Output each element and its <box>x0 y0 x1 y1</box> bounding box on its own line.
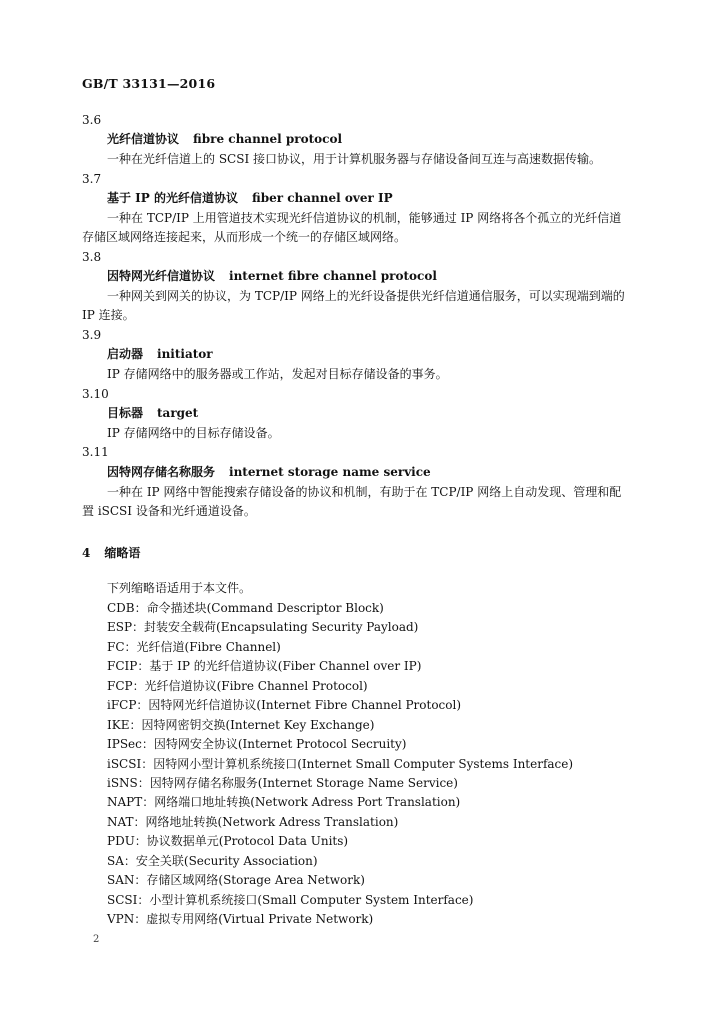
term-definition-line: IP 存储网络中的服务器或工作站，发起对目标存储设备的事务。 <box>107 367 448 381</box>
abbreviation-item: IKE：因特网密钥交换(Internet Key Exchange) <box>107 717 375 732</box>
term-zh: 光纤信道协议 <box>107 132 180 146</box>
term-zh: 因特网光纤信道协议 <box>107 269 216 283</box>
term-definition-line: 一种在光纤信道上的 SCSI 接口协议，用于计算机服务器与存储设备间互连与高速数据传输。 <box>107 152 601 166</box>
term-definition-line: 一种网关到网关的协议，为 TCP/IP 网络上的光纤设备提供光纤信道通信服务，可以实现端到端的 <box>107 289 625 303</box>
abbreviation-item: NAPT：网络端口地址转换(Network Adress Port Translation) <box>107 795 461 810</box>
abbreviation-item: VPN：虚拟专用网络(Virtual Private Network) <box>107 912 374 926</box>
term-zh: 目标器 <box>107 406 144 420</box>
term-en: target <box>157 406 199 420</box>
term-number: 3.11 <box>82 445 109 459</box>
abbreviation-item: SA：安全关联(Security Association) <box>107 853 318 868</box>
term-heading <box>107 268 437 284</box>
page-number: 2 <box>93 934 100 945</box>
term-number: 3.7 <box>82 172 102 186</box>
term-heading <box>107 346 213 362</box>
section-number: 4 <box>82 546 91 560</box>
abbreviation-item: NAT：网络地址转换(Network Adress Translation) <box>107 814 399 829</box>
abbreviation-item: FCP：光纤信道协议(Fibre Channel Protocol) <box>107 678 368 693</box>
standard-number-header: GB/T 33131—2016 <box>82 76 216 91</box>
abbreviation-list <box>107 600 573 930</box>
abbreviation-item: FCIP：基于 IP 的光纤信道协议(Fiber Channel over IP) <box>107 659 422 674</box>
term-zh: 启动器 <box>107 347 144 361</box>
term-number: 3.10 <box>82 387 109 401</box>
term-definition-line: 一种在 TCP/IP 上用管道技术实现光纤信道协议的机制，能够通过 IP 网络将各个孤立的光纤信道 <box>107 211 622 225</box>
term-en: initiator <box>157 347 213 361</box>
term-heading <box>107 464 431 480</box>
term-definition-line: IP 存储网络中的目标存储设备。 <box>107 426 280 440</box>
term-zh: 基于 IP 的光纤信道协议 <box>107 191 238 205</box>
abbreviation-item: FC：光纤信道(Fibre Channel) <box>107 639 281 654</box>
term-en: internet fibre channel protocol <box>229 269 437 283</box>
term-en: internet storage name service <box>229 465 431 479</box>
term-heading <box>107 405 198 421</box>
term-en: fibre channel protocol <box>193 132 343 146</box>
section-heading <box>82 545 140 561</box>
abbreviation-item: iSCSI：因特网小型计算机系统接口(Internet Small Computer Systems Interface) <box>107 756 574 771</box>
abbreviation-item: iSNS：因特网存储名称服务(Internet Storage Name Service) <box>107 775 458 790</box>
term-heading <box>107 190 393 206</box>
abbreviation-item: SAN：存储区域网络(Storage Area Network) <box>107 873 365 888</box>
abbreviation-item: ESP：封装安全载荷(Encapsulating Security Payload) <box>107 620 419 635</box>
term-number: 3.9 <box>82 328 102 342</box>
term-number: 3.6 <box>82 113 102 127</box>
abbreviation-item: iFCP：因特网光纤信道协议(Internet Fibre Channel Protocol) <box>107 698 462 713</box>
term-en: fiber channel over IP <box>252 191 393 205</box>
section-title-text: 缩略语 <box>104 546 141 560</box>
term-zh: 因特网存储名称服务 <box>107 465 216 479</box>
abbreviation-item: CDB：命令描述块(Command Descriptor Block) <box>107 601 384 615</box>
term-definition-line: 置 iSCSI 设备和光纤通道设备。 <box>82 504 256 518</box>
abbreviation-item: PDU：协议数据单元(Protocol Data Units) <box>107 834 349 849</box>
abbreviation-item: SCSI：小型计算机系统接口(Small Computer System Interface) <box>107 892 474 907</box>
term-definition-line: 一种在 IP 网络中智能搜索存储设备的协议和机制，有助于在 TCP/IP 网络上自动发现、管理和配 <box>107 485 622 499</box>
abbreviation-item: IPSec：因特网安全协议(Internet Protocol Secruity) <box>107 737 407 752</box>
term-number: 3.8 <box>82 250 102 264</box>
term-definition-line: 存储区域网络连接起来，从而形成一个统一的存储区域网络。 <box>82 230 407 244</box>
term-definition-line: IP 连接。 <box>82 308 135 322</box>
section-intro: 下列缩略语适用于本文件。 <box>107 581 252 595</box>
term-heading <box>107 131 342 147</box>
